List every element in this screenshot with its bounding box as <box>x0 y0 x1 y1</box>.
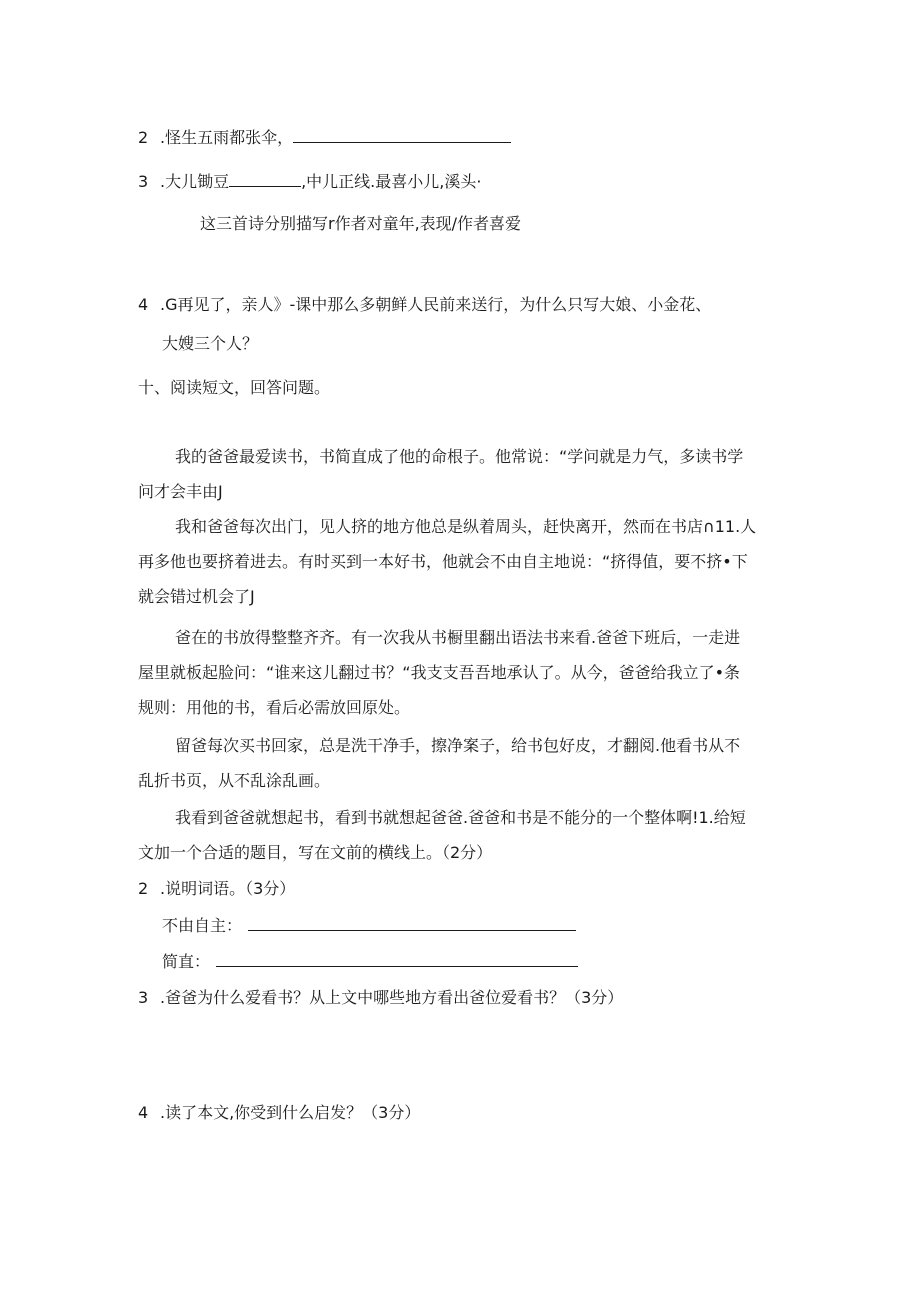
term-row-2 <box>162 950 578 973</box>
passage-line: 乱折书页，从不乱涂乱画。 <box>138 771 331 790</box>
item-number: 4 <box>138 295 149 314</box>
reading-question-2 <box>138 878 295 900</box>
answer-blank[interactable] <box>293 126 511 143</box>
question-text: .读了本文,你受到什么启发？（3分） <box>160 1103 421 1122</box>
answer-blank[interactable] <box>248 914 576 931</box>
question-text: .说明词语。（3分） <box>160 879 296 898</box>
passage-line: 再多他也要挤着进去。有时买到一本好书，他就会不由自主地说：“挤得值，要不挤•下 <box>138 552 748 571</box>
question-text: .爸爸为什么爱看书？从上文中哪些地方看出爸位爱看书？（3分） <box>160 988 624 1007</box>
term-label: 不由自主： <box>162 916 243 935</box>
reading-question-4 <box>138 1102 420 1124</box>
question-4-continuation: 大嫂三个人？ <box>162 334 259 353</box>
question-4 <box>138 294 711 316</box>
poem-item-2 <box>138 126 511 149</box>
answer-blank[interactable] <box>229 170 301 187</box>
passage-line: 屋里就板起脸问：“谁来这儿翻过书？“我支支吾吾地承认了。从今，爸爸给我立了•条 <box>138 663 741 682</box>
term-label: 简直： <box>162 952 211 971</box>
passage-line: 文加一个合适的题目，写在文前的横线上。（2分） <box>138 843 493 862</box>
passage-line: 问才会丰由J <box>138 482 223 501</box>
passage-line: 就会错过机会了J <box>138 587 255 606</box>
passage-line: 规则：用他的书，看后必需放回原处。 <box>138 698 411 717</box>
term-row-1 <box>162 914 576 937</box>
item-number: 2 <box>138 128 149 147</box>
passage-line: 我的爸爸最爱读书，书简直成了他的命根子。他常说：“学问就是力气，多读书学 <box>175 447 744 466</box>
passage-line: 我和爸爸每次出门，见人挤的地方他总是纵着周头，赶快离开，然而在书店∩11.人 <box>175 517 757 536</box>
passage-line: 留爸每次买书回家，总是洗干净手，擦净案子，给书包好皮，才翻阅.他看书从不 <box>175 736 741 755</box>
poem-item-3 <box>138 170 481 193</box>
item-number: 3 <box>138 172 149 191</box>
passage-line: 爸在的书放得整整齐齐。有一次我从书橱里翻出语法书来看.爸爸下班后，一走进 <box>175 628 741 647</box>
item-text: .怪生五雨都张伞， <box>160 128 294 147</box>
item-number: 3 <box>138 988 149 1007</box>
reading-question-3 <box>138 987 623 1009</box>
item-number: 4 <box>138 1103 149 1122</box>
section-10-title: 十、阅读短文，回答问题。 <box>138 378 331 397</box>
item-number: 2 <box>138 879 149 898</box>
question-text: .G再见了，亲人》-课中那么多朝鲜人民前来送行，为什么只写大娘、小金花、 <box>160 295 712 314</box>
item-text-a: .大儿锄豆 <box>160 172 230 191</box>
poem-summary: 这三首诗分别描写r作者对童年,表现/作者喜爱 <box>200 214 522 233</box>
item-text-b: ,中儿正线.最喜小儿,溪头· <box>301 172 482 191</box>
answer-blank[interactable] <box>216 950 578 967</box>
passage-line: 我看到爸爸就想起书，看到书就想起爸爸.爸爸和书是不能分的一个整体啊!1.给短 <box>175 808 746 827</box>
